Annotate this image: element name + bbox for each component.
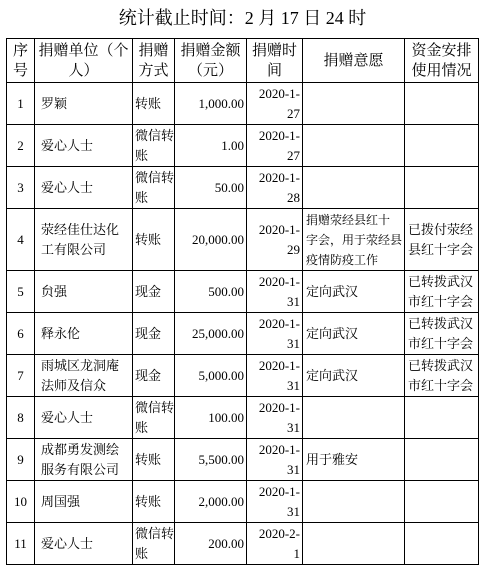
table-row	[7, 83, 479, 125]
table-row	[7, 481, 479, 523]
header-date: 捐赠时 间	[247, 39, 303, 83]
cell-intent	[303, 397, 405, 439]
cell-usage	[405, 523, 479, 565]
cell-donor: 罗颖	[35, 83, 133, 125]
cell-date: 2020-1- 27	[247, 83, 303, 125]
cell-date: 2020-1- 29	[247, 209, 303, 271]
cell-amount: 5,000.00	[175, 355, 247, 397]
cell-amount: 200.00	[175, 523, 247, 565]
cell-amount: 500.00	[175, 271, 247, 313]
cell-method: 转账	[133, 439, 175, 481]
cell-intent: 捐赠荥经县红十 字会，用于荥经县 疫情防疫工作	[303, 209, 405, 271]
cell-donor: 周国强	[35, 481, 133, 523]
cell-serial-number: 2	[7, 125, 35, 167]
cell-date: 2020-1- 31	[247, 439, 303, 481]
table-row	[7, 313, 479, 355]
table-row	[7, 439, 479, 481]
cell-usage	[405, 397, 479, 439]
table-row	[7, 167, 479, 209]
cell-date: 2020-1- 31	[247, 481, 303, 523]
cell-serial-number: 3	[7, 167, 35, 209]
table-row	[7, 397, 479, 439]
cell-serial-number: 4	[7, 209, 35, 271]
header-serial-number: 序 号	[7, 39, 35, 83]
table-row	[7, 125, 479, 167]
header-method: 捐赠 方式	[133, 39, 175, 83]
cell-intent	[303, 167, 405, 209]
cell-usage	[405, 125, 479, 167]
cell-intent	[303, 83, 405, 125]
cell-intent: 用于雅安	[303, 439, 405, 481]
cell-method: 微信转 账	[133, 397, 175, 439]
cell-intent	[303, 125, 405, 167]
cell-date: 2020-1- 31	[247, 313, 303, 355]
cell-serial-number: 8	[7, 397, 35, 439]
cell-usage	[405, 167, 479, 209]
cell-intent: 定向武汉	[303, 313, 405, 355]
cell-date: 2020-1- 27	[247, 125, 303, 167]
cell-amount: 25,000.00	[175, 313, 247, 355]
cell-date: 2020-1- 28	[247, 167, 303, 209]
cell-donor: 荥经佳仕达化 工有限公司	[35, 209, 133, 271]
cell-intent	[303, 481, 405, 523]
cell-date: 2020-1- 31	[247, 355, 303, 397]
cell-method: 现金	[133, 271, 175, 313]
cell-donor: 释永伦	[35, 313, 133, 355]
cell-amount: 50.00	[175, 167, 247, 209]
table-row	[7, 523, 479, 565]
cell-method: 微信转 账	[133, 167, 175, 209]
cell-date: 2020-1- 31	[247, 271, 303, 313]
header-amount: 捐赠金额 （元）	[175, 39, 247, 83]
cell-donor: 爱心人士	[35, 523, 133, 565]
cell-usage: 已转拨武汉 市红十字会	[405, 313, 479, 355]
cell-amount: 20,000.00	[175, 209, 247, 271]
cell-intent	[303, 523, 405, 565]
cell-date: 2020-2- 1	[247, 523, 303, 565]
cell-serial-number: 7	[7, 355, 35, 397]
cell-serial-number: 6	[7, 313, 35, 355]
cell-donor: 爱心人士	[35, 167, 133, 209]
cell-serial-number: 10	[7, 481, 35, 523]
cell-intent: 定向武汉	[303, 355, 405, 397]
cell-method: 现金	[133, 313, 175, 355]
table-row	[7, 271, 479, 313]
header-intent: 捐赠意愿	[303, 39, 405, 83]
cell-donor: 贠强	[35, 271, 133, 313]
cell-intent: 定向武汉	[303, 271, 405, 313]
cell-method: 转账	[133, 481, 175, 523]
cell-donor: 雨城区龙洞庵 法师及信众	[35, 355, 133, 397]
cell-method: 现金	[133, 355, 175, 397]
cell-method: 转账	[133, 209, 175, 271]
cell-usage	[405, 439, 479, 481]
donation-table	[6, 38, 479, 565]
table-row	[7, 355, 479, 397]
cell-amount: 1,000.00	[175, 83, 247, 125]
cell-serial-number: 11	[7, 523, 35, 565]
cell-method: 微信转 账	[133, 125, 175, 167]
cell-amount: 1.00	[175, 125, 247, 167]
cell-method: 转账	[133, 83, 175, 125]
cell-donor: 爱心人士	[35, 397, 133, 439]
cell-amount: 2,000.00	[175, 481, 247, 523]
cell-usage: 已拨付荥经 县红十字会	[405, 209, 479, 271]
cell-method: 微信转 账	[133, 523, 175, 565]
page-title: 统计截止时间：2 月 17 日 24 时	[118, 8, 367, 28]
header-row	[7, 39, 479, 83]
cell-date: 2020-1- 31	[247, 397, 303, 439]
cell-serial-number: 1	[7, 83, 35, 125]
cell-usage	[405, 83, 479, 125]
header-donor: 捐赠单位（个 人）	[35, 39, 133, 83]
table-row	[7, 209, 479, 271]
cell-usage: 已转拨武汉 市红十字会	[405, 271, 479, 313]
cell-usage	[405, 481, 479, 523]
cell-donor: 成都勇发测绘 服务有限公司	[35, 439, 133, 481]
header-usage: 资金安排 使用情况	[405, 39, 479, 83]
cell-serial-number: 5	[7, 271, 35, 313]
cell-amount: 100.00	[175, 397, 247, 439]
cell-serial-number: 9	[7, 439, 35, 481]
cell-donor: 爱心人士	[35, 125, 133, 167]
cell-usage: 已转拨武汉 市红十字会	[405, 355, 479, 397]
cell-amount: 5,500.00	[175, 439, 247, 481]
